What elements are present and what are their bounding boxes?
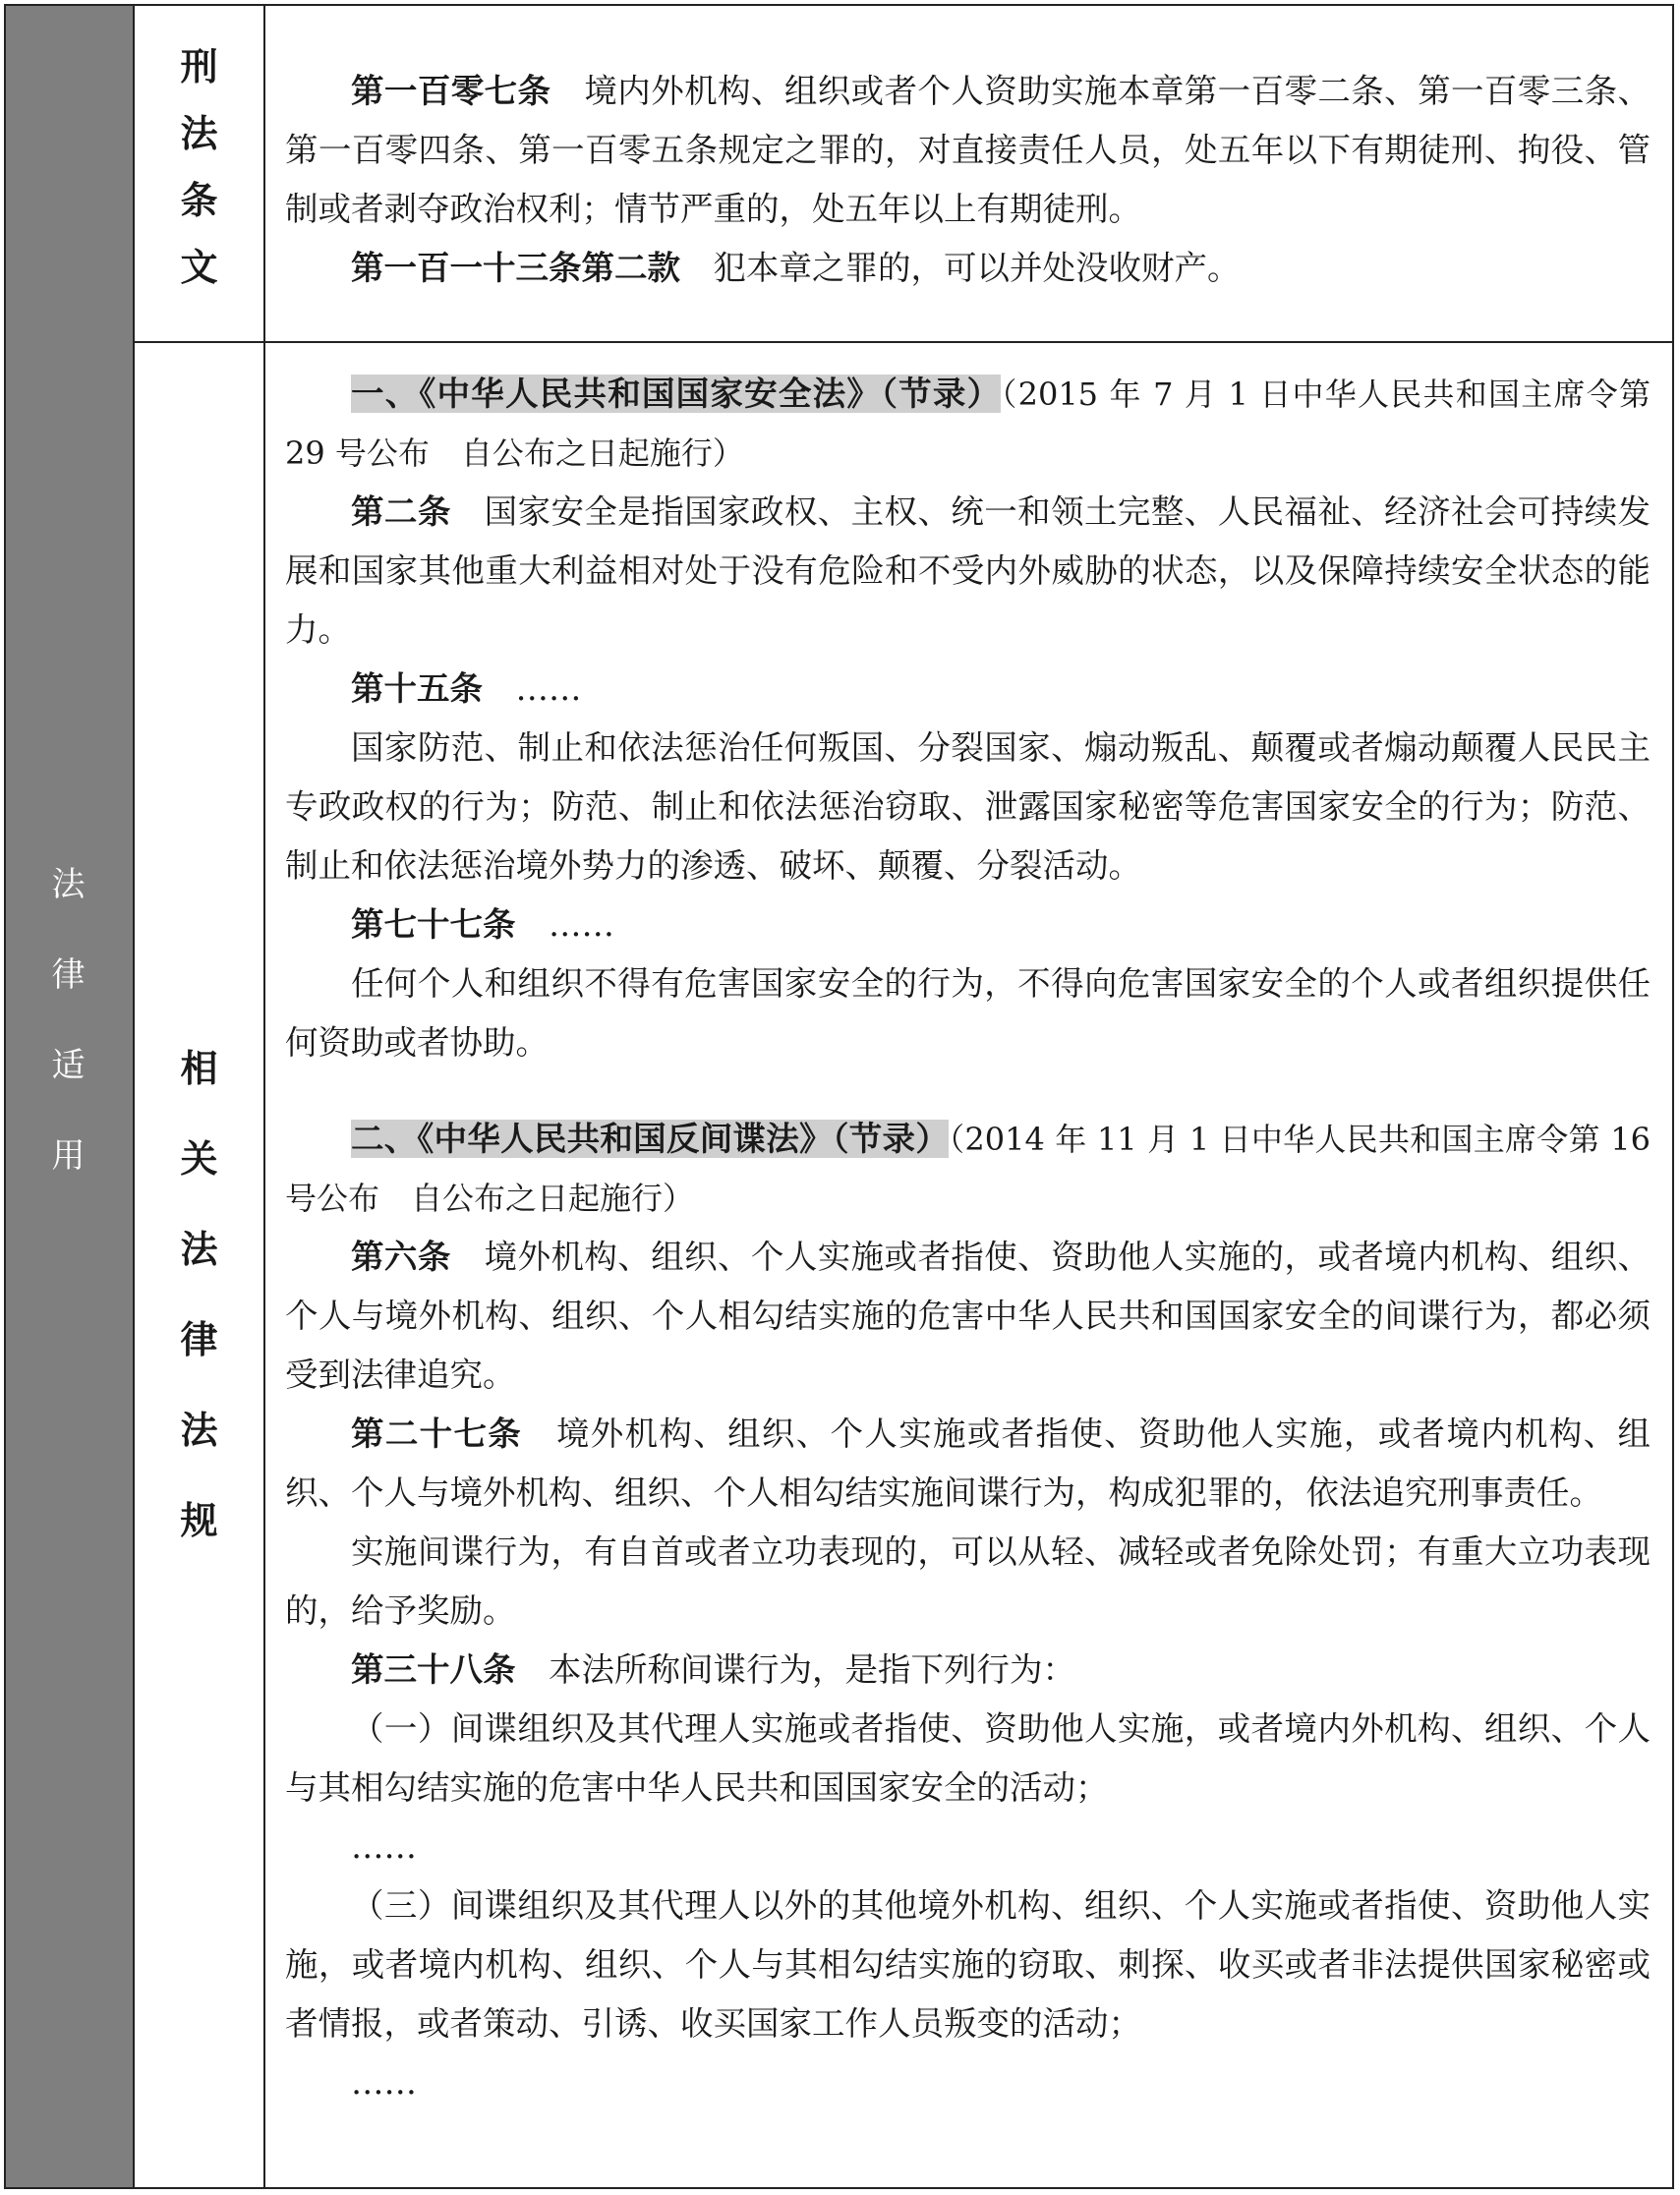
row2-label-cell <box>135 343 265 2187</box>
law2-article-27-para2: 实施间谍行为，有自首或者立功表现的，可以从轻、减轻或者免除处罚；有重大立功表现的，给予奖励。 <box>285 1532 1651 1630</box>
section-gap <box>285 1072 1651 1110</box>
law2-article-38-item3: （三）间谍组织及其代理人以外的其他境外机构、组织、个人实施或者指使、资助他人实施，或者境内机构、组织、个人与其相勾结实施的窃取、刺探、收买或者非法提供国家秘密或者情报，或者策动、引诱、收买国家工作人员叛变的活动； <box>285 1886 1651 2043</box>
related-laws-cell <box>265 343 1672 2187</box>
law1-article-15-text: 国家防范、制止和依法惩治任何叛国、分裂国家、煽动叛乱、颠覆或者煽动颠覆人民民主专政政权的行为；防范、制止和依法惩治窃取、泄露国家秘密等危害国家安全的行为；防范、制止和依法惩治境外势力的渗透、破坏、颠覆、分裂活动。 <box>285 728 1651 885</box>
outer-label: 法 律 适 用 <box>51 865 86 1176</box>
article-113-2: 第一百一十三条第二款 犯本章之罪的，可以并处没收财产。 <box>351 249 1241 287</box>
criminal-law-text <box>285 62 1651 298</box>
law1-article-15: 第十五条 …… <box>351 669 582 708</box>
law1-article-77-text: 任何个人和组织不得有危害国家安全的行为，不得向危害国家安全的个人或者组织提供任何资助或者协助。 <box>285 964 1651 1062</box>
law2-ellipsis-2: …… <box>351 2063 417 2102</box>
law2-article-38: 第三十八条 本法所称间谍行为，是指下列行为： <box>351 1650 1075 1689</box>
outer-label-column <box>6 6 135 2187</box>
law2-article-27: 第二十七条 境外机构、组织、个人实施或者指使、资助他人实施，或者境内机构、组织、个人与境外机构、组织、个人相勾结实施间谍行为，构成犯罪的，依法追究刑事责任。 <box>285 1415 1651 1512</box>
row2-label: 相 关 法 律 法 规 <box>180 1047 218 1542</box>
law-table <box>4 4 1674 2189</box>
law1-heading: 一、《中华人民共和国国家安全法》（节录）（2015 年 7 月 1 日中华人民共和国主席令第 29 号公布 自公布之日起施行） <box>285 375 1651 472</box>
row1-label-cell <box>135 6 265 343</box>
criminal-law-cell <box>265 6 1672 343</box>
law1-article-2: 第二条 国家安全是指国家政权、主权、统一和领土完整、人民福祉、经济社会可持续发展和国家其他重大利益相对处于没有危险和不受内外威胁的状态，以及保障持续安全状态的能力。 <box>285 492 1651 649</box>
law2-heading: 二、《中华人民共和国反间谍法》（节录）（2014 年 11 月 1 日中华人民共和国主席令第 16 号公布 自公布之日起施行） <box>285 1120 1651 1217</box>
law2-article-38-item1: （一）间谍组织及其代理人实施或者指使、资助他人实施，或者境内外机构、组织、个人与其相勾结实施的危害中华人民共和国国家安全的活动； <box>285 1709 1651 1807</box>
law2-ellipsis-1: …… <box>351 1827 417 1866</box>
law2-article-6: 第六条 境外机构、组织、个人实施或者指使、资助他人实施的，或者境内机构、组织、个人与境外机构、组织、个人相勾结实施的危害中华人民共和国国家安全的间谍行为，都必须受到法律追究。 <box>285 1238 1651 1394</box>
row1-label: 刑 法 条 文 <box>180 45 218 289</box>
article-107: 第一百零七条 境内外机构、组织或者个人资助实施本章第一百零二条、第一百零三条、第一百零四条、第一百零五条规定之罪的，对直接责任人员，处五年以下有期徒刑、拘役、管制或者剥夺政治权利；情节严重的，处五年以上有期徒刑。 <box>285 72 1651 228</box>
related-laws-text <box>285 365 1651 2112</box>
law1-article-77: 第七十七条 …… <box>351 905 614 944</box>
